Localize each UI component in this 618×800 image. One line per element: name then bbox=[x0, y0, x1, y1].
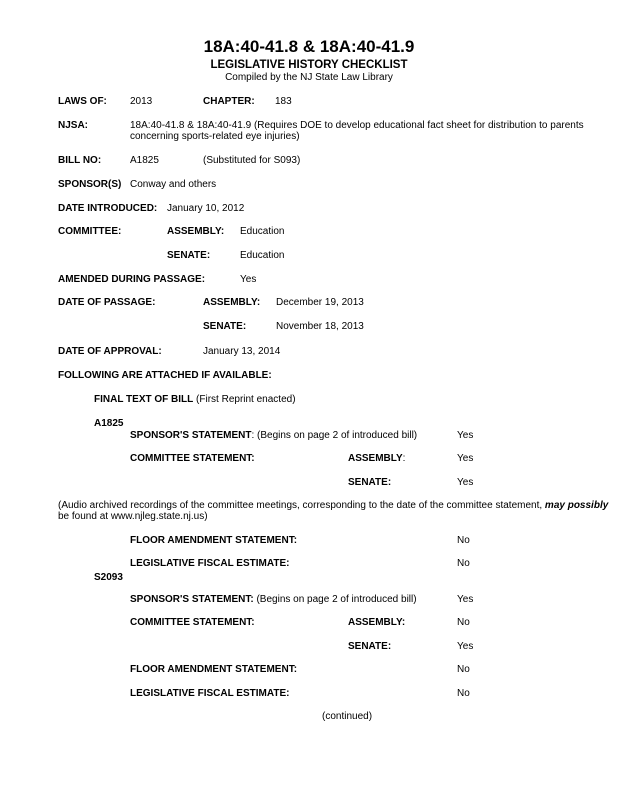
compiled-by: Compiled by the NJ State Law Library bbox=[225, 72, 393, 83]
laws-of-value: 2013 bbox=[130, 96, 153, 107]
final-text-note: (First Reprint enacted) bbox=[196, 394, 296, 405]
passage-senate-label: SENATE: bbox=[203, 321, 247, 332]
s2093-assembly-value: No bbox=[457, 617, 470, 628]
s2093-sponsor-note: (Begins on page 2 of introduced bill) bbox=[256, 594, 417, 605]
a1825-assembly-row bbox=[348, 453, 405, 465]
passage-label: DATE OF PASSAGE: bbox=[58, 297, 156, 308]
s2093-senate-value: Yes bbox=[457, 641, 474, 652]
njsa-label: NJSA: bbox=[58, 120, 89, 131]
approval-label: DATE OF APPROVAL: bbox=[58, 346, 162, 357]
chapter-label: CHAPTER: bbox=[203, 96, 255, 107]
s2093-sponsor-row bbox=[130, 594, 417, 606]
a1825-floor-label: FLOOR AMENDMENT STATEMENT: bbox=[130, 535, 298, 546]
njsa-value-line-1: 18A:40-41.8 & 18A:40-41.9 (Requires DOE to develop educational fact sheet for distribution to parents bbox=[130, 120, 584, 131]
s2093-fiscal-label: LEGISLATIVE FISCAL ESTIMATE: bbox=[130, 688, 290, 699]
audio-note-emphasis: may possibly bbox=[544, 500, 609, 511]
a1825-assembly-value: Yes bbox=[457, 453, 474, 464]
date-introduced-label: DATE INTRODUCED: bbox=[58, 203, 158, 214]
passage-assembly-value: December 19, 2013 bbox=[276, 297, 364, 308]
bill-no-label: BILL NO: bbox=[58, 155, 102, 166]
s2093-committee-label: COMMITTEE STATEMENT: bbox=[130, 617, 255, 628]
sponsor-label: SPONSOR(S) bbox=[58, 179, 122, 190]
a1825-sponsor-value: Yes bbox=[457, 430, 474, 441]
committee-assembly-value: Education bbox=[240, 226, 285, 237]
a1825-bill-label: A1825 bbox=[94, 418, 124, 429]
document-title: 18A:40-41.8 & 18A:40-41.9 bbox=[203, 37, 415, 56]
a1825-fiscal-label: LEGISLATIVE FISCAL ESTIMATE: bbox=[130, 558, 290, 569]
a1825-floor-value: No bbox=[457, 535, 470, 546]
committee-senate-value: Education bbox=[240, 250, 285, 261]
audio-note-line-2: be found at www.njleg.state.nj.us) bbox=[58, 511, 208, 522]
committee-label: COMMITTEE: bbox=[58, 226, 122, 237]
document-subtitle: LEGISLATIVE HISTORY CHECKLIST bbox=[210, 59, 408, 71]
continued-note: (continued) bbox=[322, 711, 373, 722]
a1825-assembly-colon: : bbox=[402, 453, 406, 464]
a1825-committee-label: COMMITTEE STATEMENT: bbox=[130, 453, 255, 464]
a1825-assembly-label: ASSEMBLY bbox=[348, 453, 403, 464]
passage-senate-value: November 18, 2013 bbox=[276, 321, 364, 332]
s2093-sponsor-label: SPONSOR'S STATEMENT: bbox=[130, 594, 254, 605]
amended-value: Yes bbox=[240, 274, 257, 285]
a1825-sponsor-label: SPONSOR'S STATEMENT bbox=[130, 430, 252, 441]
audio-note-text: (Audio archived recordings of the committee meetings, corresponding to the date of the committee statement, bbox=[58, 500, 545, 511]
s2093-sponsor-value: Yes bbox=[457, 594, 474, 605]
a1825-senate-value: Yes bbox=[457, 477, 474, 488]
a1825-sponsor-row bbox=[130, 430, 417, 442]
s2093-floor-value: No bbox=[457, 664, 470, 675]
laws-of-label: LAWS OF: bbox=[58, 96, 107, 107]
final-text-row bbox=[94, 394, 296, 406]
committee-senate-label: SENATE: bbox=[167, 250, 211, 261]
attached-heading: FOLLOWING ARE ATTACHED IF AVAILABLE: bbox=[58, 370, 272, 381]
s2093-senate-label: SENATE: bbox=[348, 641, 392, 652]
s2093-assembly-label: ASSEMBLY: bbox=[348, 617, 406, 628]
date-introduced-value: January 10, 2012 bbox=[167, 203, 245, 214]
final-text-label: FINAL TEXT OF BILL bbox=[94, 394, 194, 405]
committee-assembly-label: ASSEMBLY: bbox=[167, 226, 225, 237]
a1825-sponsor-note: : (Begins on page 2 of introduced bill) bbox=[251, 430, 418, 441]
s2093-bill-label: S2093 bbox=[94, 572, 123, 583]
bill-no-value: A1825 bbox=[130, 155, 159, 166]
bill-no-note: (Substituted for S093) bbox=[203, 155, 301, 166]
approval-value: January 13, 2014 bbox=[203, 346, 281, 357]
njsa-value-line-2: concerning sports-related eye injuries) bbox=[130, 131, 300, 142]
sponsor-value: Conway and others bbox=[130, 179, 217, 190]
s2093-fiscal-value: No bbox=[457, 688, 470, 699]
a1825-senate-label: SENATE: bbox=[348, 477, 392, 488]
passage-assembly-label: ASSEMBLY: bbox=[203, 297, 261, 308]
a1825-fiscal-value: No bbox=[457, 558, 470, 569]
chapter-value: 183 bbox=[275, 96, 292, 107]
s2093-floor-label: FLOOR AMENDMENT STATEMENT: bbox=[130, 664, 298, 675]
amended-label: AMENDED DURING PASSAGE: bbox=[58, 274, 206, 285]
